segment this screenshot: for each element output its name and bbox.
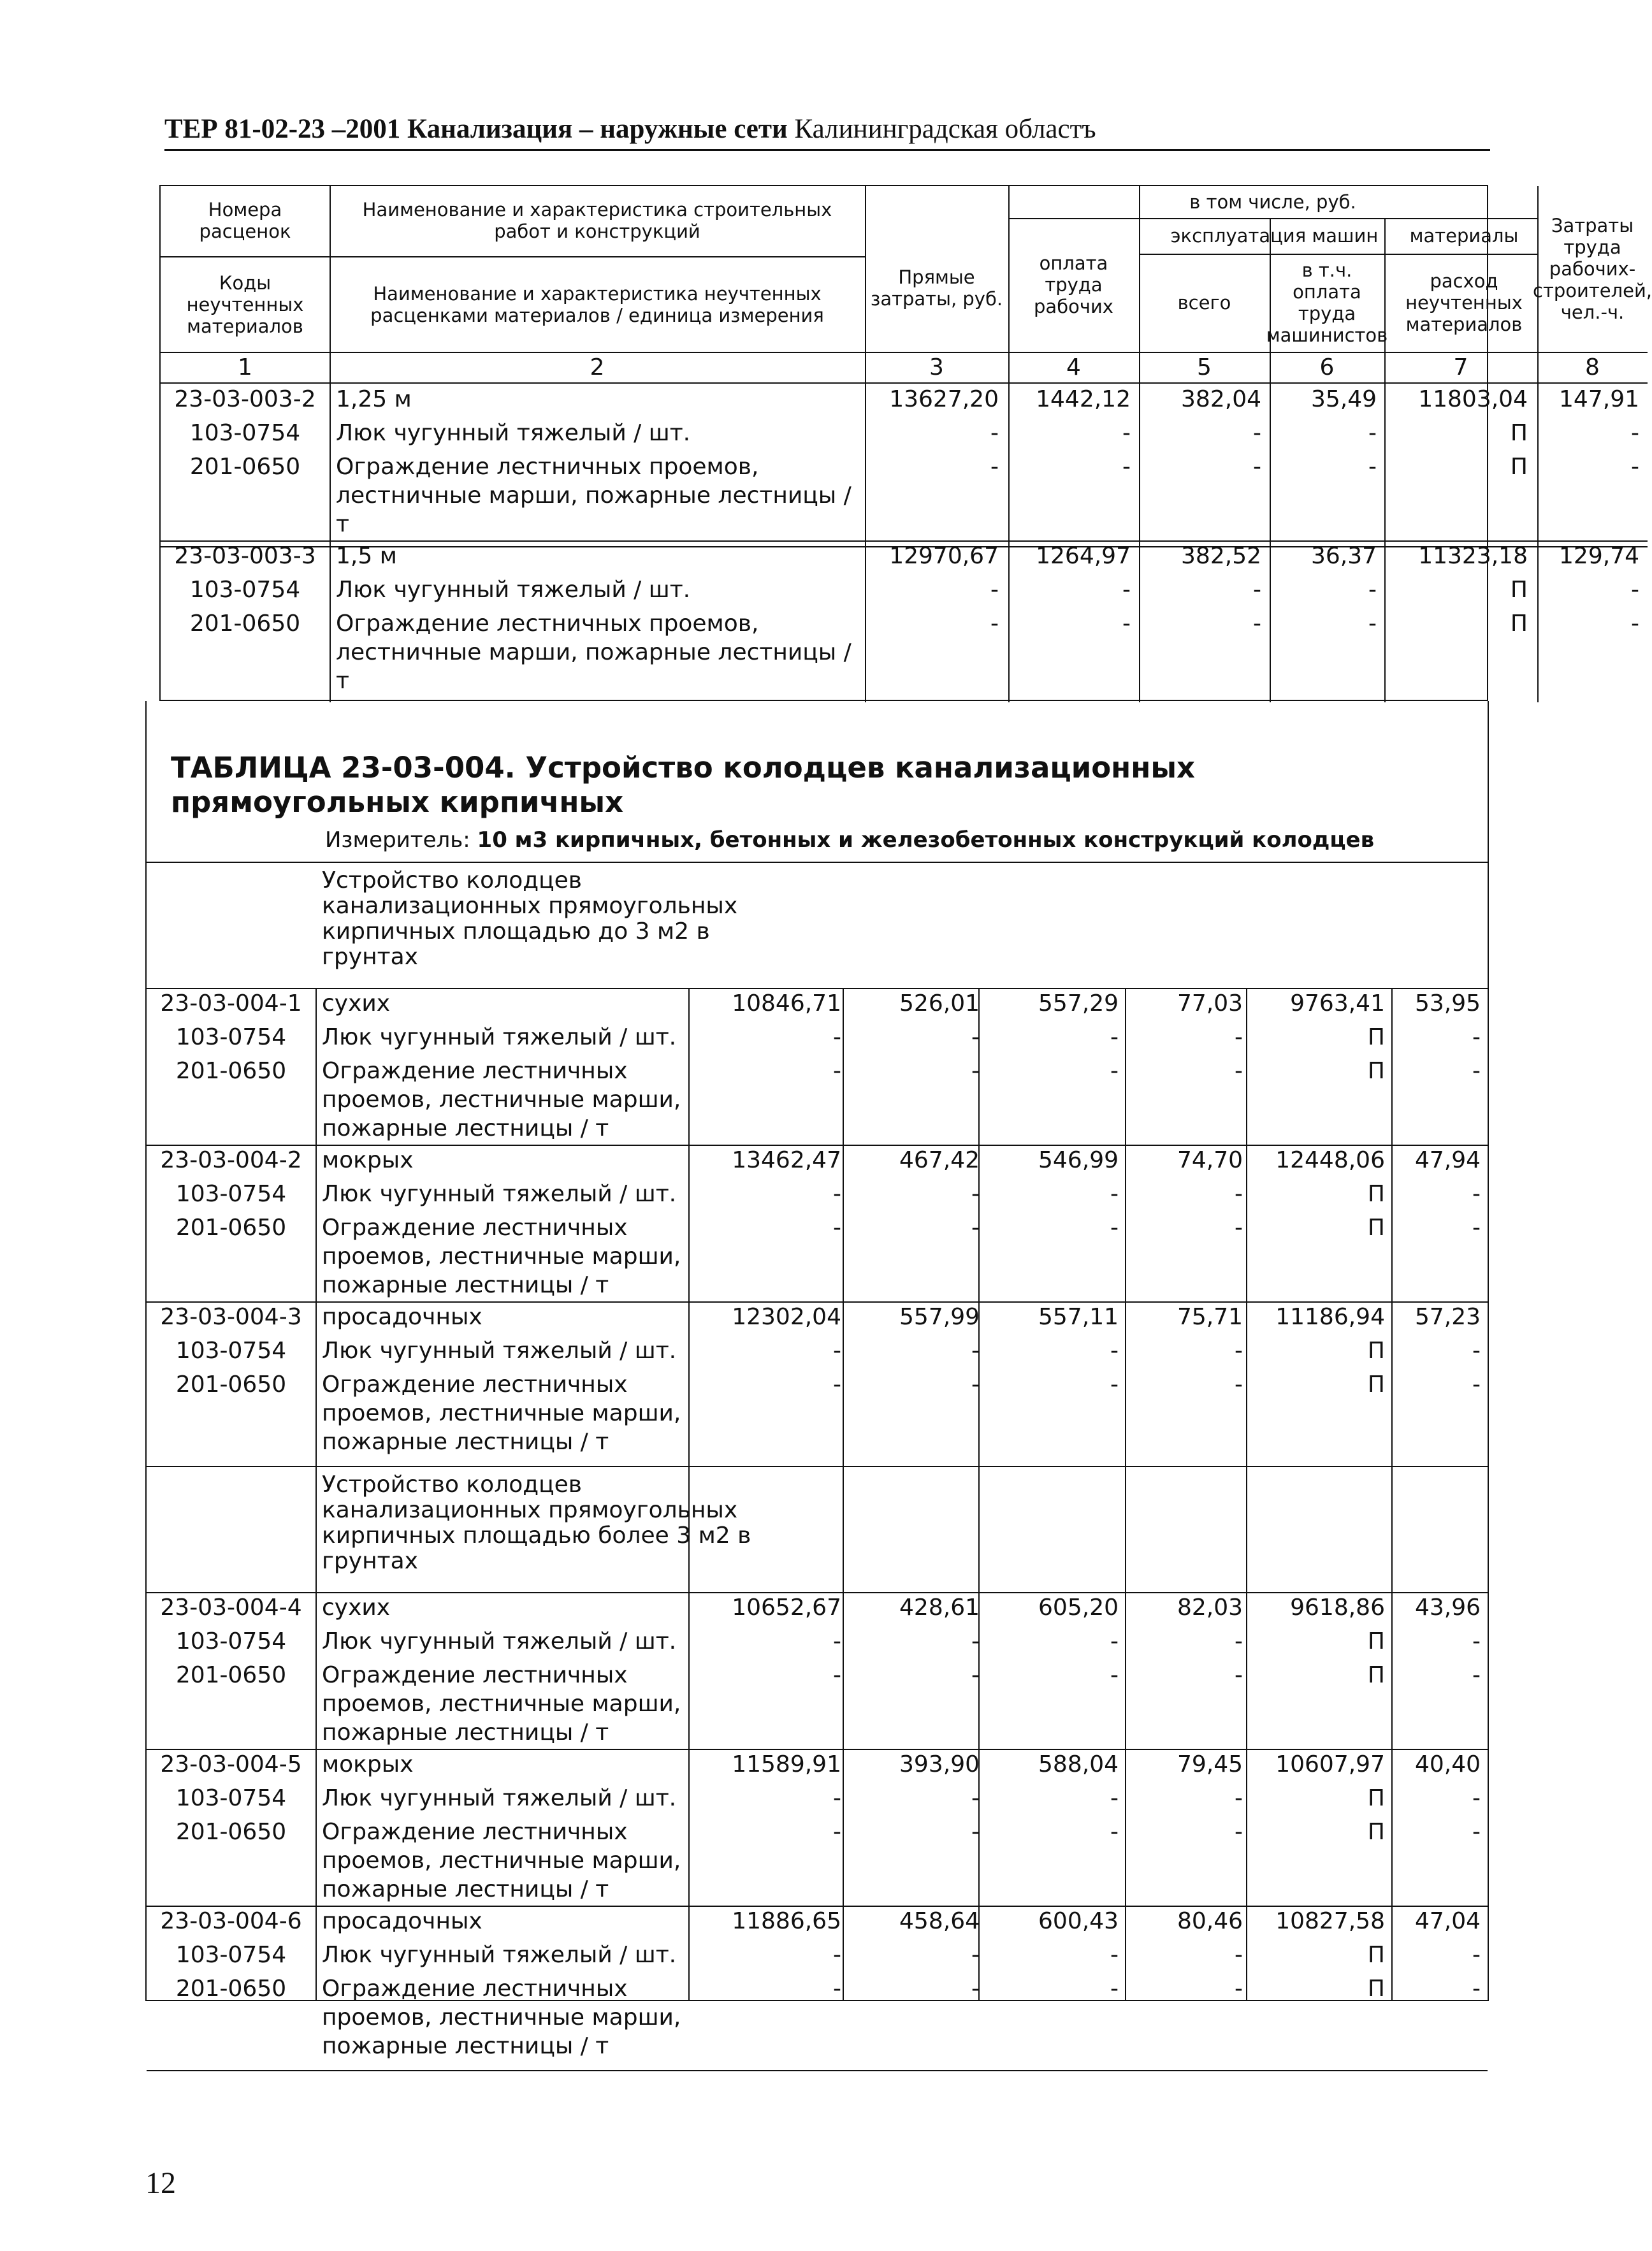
value-cell: 467,42 — [899, 1147, 980, 1173]
group-title: Устройство колодцев канализационных прямоугольных кирпичных площадью более 3 м2 в грунтах — [322, 1472, 751, 1574]
value-cell: - — [1110, 1215, 1119, 1241]
value-cell: 1442,12 — [1036, 386, 1131, 412]
value-cell: 605,20 — [1038, 1595, 1119, 1621]
rate-code: 103-0754 — [175, 1338, 287, 1364]
value-cell: 40,40 — [1414, 1751, 1481, 1777]
value-cell: - — [1110, 1662, 1119, 1688]
value-cell: - — [1253, 420, 1261, 446]
value-cell: П — [1367, 1819, 1385, 1845]
table-title: ТАБЛИЦА 23-03-004. Устройство колодцев канализационных прямоугольных кирпичных — [171, 751, 1196, 819]
header-region: Калининградская областъ — [787, 114, 1096, 144]
row-name: Ограждение лестничных проемов, лестничные марши, пожарные лестницы / т — [322, 1819, 681, 1902]
row-name: Люк чугунный тяжелый / шт. — [322, 1024, 677, 1050]
value-cell: - — [833, 1662, 841, 1688]
value-cell: - — [1472, 1662, 1481, 1688]
row-name: Ограждение лестничных проемов, лестничные марши, пожарные лестницы / т — [336, 454, 851, 537]
value-cell: - — [1253, 577, 1261, 603]
header-machines-total: всего — [1177, 292, 1231, 314]
rate-code: 23-03-004-4 — [160, 1595, 302, 1621]
value-cell: - — [833, 1058, 841, 1084]
value-cell: - — [833, 1819, 841, 1845]
value-cell: - — [971, 1372, 980, 1398]
measurer — [325, 827, 1374, 853]
value-cell: П — [1367, 1628, 1385, 1654]
group-end-rule — [147, 1466, 1488, 1467]
value-cell: 9763,41 — [1290, 990, 1385, 1017]
value-cell: - — [1235, 1338, 1243, 1364]
row-name: Люк чугунный тяжелый / шт. — [322, 1942, 677, 1968]
value-cell: 80,46 — [1177, 1908, 1243, 1934]
value-cell: - — [971, 1628, 980, 1654]
value-cell: 12302,04 — [732, 1304, 841, 1330]
row-name: Люк чугунный тяжелый / шт. — [336, 577, 691, 603]
rate-code: 201-0650 — [175, 1819, 287, 1845]
value-cell: 10652,67 — [732, 1595, 841, 1621]
value-cell: 13627,20 — [889, 386, 999, 412]
value-cell: - — [971, 1819, 980, 1845]
value-cell: 557,99 — [899, 1304, 980, 1330]
value-cell: - — [1472, 1372, 1481, 1398]
value-cell: - — [1110, 1785, 1119, 1811]
table-body — [147, 701, 1488, 2059]
value-cell: 11186,94 — [1275, 1304, 1385, 1330]
value-cell: П — [1367, 1976, 1385, 2002]
column-rule — [978, 989, 980, 2000]
rate-code: 201-0650 — [175, 1662, 287, 1688]
value-cell: - — [1235, 1785, 1243, 1811]
value-cell: 47,04 — [1414, 1908, 1481, 1934]
row-name: просадочных — [322, 1908, 482, 1934]
value-cell: - — [1368, 454, 1377, 480]
header-material-codes: Коды неучтенных материалов — [186, 272, 304, 337]
value-cell: - — [1110, 1819, 1119, 1845]
value-cell: 75,71 — [1177, 1304, 1243, 1330]
value-cell: - — [833, 1215, 841, 1241]
value-cell: П — [1367, 1372, 1385, 1398]
header-labor-hours: Затраты труда рабочих-строителей, чел.-ч. — [1533, 215, 1652, 323]
value-cell: - — [1253, 611, 1261, 637]
value-cell: П — [1510, 454, 1528, 480]
row-name: Ограждение лестничных проемов, лестничные марши, пожарные лестницы / т — [322, 1215, 681, 1298]
rate-code: 23-03-003-3 — [174, 543, 316, 569]
rate-code: 103-0754 — [175, 1785, 287, 1811]
value-cell: - — [1235, 1628, 1243, 1654]
row-name: Люк чугунный тяжелый / шт. — [322, 1338, 677, 1364]
value-cell: - — [1122, 611, 1131, 637]
row-name: Ограждение лестничных проемов, лестничные марши, пожарные лестницы / т — [336, 611, 851, 694]
row-name: 1,25 м — [336, 386, 412, 412]
value-cell: 47,94 — [1414, 1147, 1481, 1173]
value-cell: 74,70 — [1177, 1147, 1243, 1173]
value-cell: - — [1472, 1024, 1481, 1050]
value-cell: П — [1367, 1058, 1385, 1084]
column-number: 1 — [238, 354, 252, 380]
rate-code: 201-0650 — [175, 1372, 287, 1398]
value-cell: - — [1472, 1215, 1481, 1241]
value-cell: - — [971, 1785, 980, 1811]
column-number: 2 — [590, 354, 605, 380]
value-cell: 13462,47 — [732, 1147, 841, 1173]
rate-code: 23-03-004-2 — [160, 1147, 302, 1173]
value-cell: - — [971, 1976, 980, 2002]
column-rule — [1246, 989, 1247, 2000]
value-cell: - — [1253, 454, 1261, 480]
column-rule — [843, 989, 844, 2000]
column-header-table — [159, 185, 1652, 701]
value-cell: - — [1472, 1942, 1481, 1968]
rate-code: 23-03-004-6 — [160, 1908, 302, 1934]
value-cell: П — [1510, 577, 1528, 603]
value-cell: - — [833, 1024, 841, 1050]
value-cell: П — [1367, 1942, 1385, 1968]
rate-code: 103-0754 — [175, 1628, 287, 1654]
rate-code: 23-03-004-3 — [160, 1304, 302, 1330]
value-cell: 10827,58 — [1275, 1908, 1385, 1934]
value-cell: - — [833, 1942, 841, 1968]
value-cell: - — [833, 1976, 841, 2002]
value-cell: - — [990, 420, 999, 446]
rate-code: 201-0650 — [189, 454, 301, 480]
value-cell: 526,01 — [899, 990, 980, 1017]
value-cell: 458,64 — [899, 1908, 980, 1934]
header-rates-numbers: Номера расценок — [199, 199, 291, 242]
row-name: Ограждение лестничных проемов, лестничные марши, пожарные лестницы / т — [322, 1372, 681, 1455]
rate-code: 201-0650 — [175, 1976, 287, 2002]
value-cell: - — [1472, 1338, 1481, 1364]
value-cell: - — [1110, 1058, 1119, 1084]
document-header — [164, 113, 1490, 145]
measurer-rule — [147, 862, 1488, 863]
value-cell: - — [1235, 1058, 1243, 1084]
column-number: 8 — [1585, 354, 1600, 380]
column-number: 6 — [1319, 354, 1335, 380]
value-cell: - — [1235, 1662, 1243, 1688]
value-cell: 147,91 — [1559, 386, 1639, 412]
value-cell: П — [1367, 1662, 1385, 1688]
value-cell: 36,37 — [1310, 543, 1377, 569]
header-direct-costs: Прямые затраты, руб. — [870, 266, 1003, 310]
value-cell: - — [971, 1338, 980, 1364]
value-cell: 428,61 — [899, 1595, 980, 1621]
header-labor-pay: оплата труда рабочих — [1034, 252, 1113, 317]
value-cell: 546,99 — [1038, 1147, 1119, 1173]
column-number: 5 — [1197, 354, 1212, 380]
rate-code: 201-0650 — [189, 611, 301, 637]
value-cell: - — [971, 1215, 980, 1241]
rate-code: 103-0754 — [175, 1942, 287, 1968]
value-cell: 557,11 — [1038, 1304, 1119, 1330]
value-cell: 557,29 — [1038, 990, 1119, 1017]
header-unaccounted-materials: расход неучтенных материалов — [1405, 270, 1523, 335]
group-title: Устройство колодцев канализационных прямоугольных кирпичных площадью до 3 м2 в грунтах — [322, 867, 738, 970]
rate-code: 103-0754 — [175, 1024, 287, 1050]
value-cell: - — [1235, 1215, 1243, 1241]
value-cell: 382,04 — [1181, 386, 1261, 412]
value-cell: П — [1367, 1785, 1385, 1811]
measurer-value: 10 м3 кирпичных, бетонных и железобетонных конструкций колодцев — [477, 827, 1375, 853]
value-cell: - — [1122, 577, 1131, 603]
value-cell: - — [1631, 611, 1639, 637]
value-cell: - — [971, 1181, 980, 1207]
value-cell: - — [1472, 1785, 1481, 1811]
value-cell: 10846,71 — [732, 990, 841, 1017]
value-cell: 11886,65 — [732, 1908, 841, 1934]
value-cell: - — [1472, 1976, 1481, 2002]
value-cell: П — [1510, 611, 1528, 637]
header-machinists-pay: в т.ч. оплата труда машинистов — [1266, 259, 1388, 346]
value-cell: 35,49 — [1310, 386, 1377, 412]
value-cell: - — [990, 577, 999, 603]
value-cell: - — [1631, 420, 1639, 446]
row-name: Люк чугунный тяжелый / шт. — [322, 1785, 677, 1811]
header-machines: эксплуатация машин — [1170, 225, 1379, 247]
value-cell: П — [1367, 1215, 1385, 1241]
row-name: Люк чугунный тяжелый / шт. — [336, 420, 691, 446]
value-cell: - — [1235, 1819, 1243, 1845]
header-including: в том числе, руб. — [1189, 191, 1356, 213]
row-name: просадочных — [322, 1304, 482, 1330]
header-material-name: Наименование и характеристика неучтенных расценками материалов / единица измерения — [370, 283, 824, 326]
page-number: 12 — [145, 2166, 176, 2200]
row-name: Люк чугунный тяжелый / шт. — [322, 1628, 677, 1654]
value-cell: 588,04 — [1038, 1751, 1119, 1777]
value-cell: 11589,91 — [732, 1751, 841, 1777]
rate-code: 23-03-003-2 — [174, 386, 316, 412]
top-rows — [161, 186, 1652, 702]
value-cell: - — [1110, 1181, 1119, 1207]
column-rule — [1391, 989, 1393, 2000]
column-rule — [315, 989, 317, 2000]
row-name: мокрых — [322, 1751, 414, 1777]
column-rule — [1125, 989, 1126, 2000]
value-cell: 79,45 — [1177, 1751, 1243, 1777]
value-cell: - — [971, 1662, 980, 1688]
rate-code: 201-0650 — [175, 1215, 287, 1241]
rate-code: 201-0650 — [175, 1058, 287, 1084]
group-end-rule — [147, 2070, 1488, 2071]
value-cell: - — [1368, 420, 1377, 446]
value-cell: 43,96 — [1414, 1595, 1481, 1621]
value-cell: - — [1110, 1942, 1119, 1968]
value-cell: - — [833, 1785, 841, 1811]
value-cell: П — [1510, 420, 1528, 446]
header-rule — [164, 149, 1490, 151]
rate-code: 103-0754 — [189, 577, 301, 603]
row-name: сухих — [322, 990, 391, 1017]
row-name: Ограждение лестничных проемов, лестничные марши, пожарные лестницы / т — [322, 1058, 681, 1141]
value-cell: 53,95 — [1414, 990, 1481, 1017]
value-cell: 9618,86 — [1290, 1595, 1385, 1621]
value-cell: - — [1368, 577, 1377, 603]
value-cell: - — [1631, 454, 1639, 480]
value-cell: - — [1472, 1819, 1481, 1845]
value-cell: - — [1631, 577, 1639, 603]
value-cell: 10607,97 — [1275, 1751, 1385, 1777]
value-cell: - — [1110, 1976, 1119, 2002]
value-cell: - — [1472, 1058, 1481, 1084]
value-cell: - — [1472, 1181, 1481, 1207]
value-cell: 12448,06 — [1275, 1147, 1385, 1173]
row-name: сухих — [322, 1595, 391, 1621]
value-cell: - — [1122, 420, 1131, 446]
header-code: ТЕР 81-02-23 –2001 Канализация – наружные сети — [164, 114, 788, 144]
value-cell: 82,03 — [1177, 1595, 1243, 1621]
column-number: 4 — [1066, 354, 1081, 380]
value-cell: 382,52 — [1181, 543, 1261, 569]
value-cell: 11803,04 — [1418, 386, 1528, 412]
rate-code: 103-0754 — [175, 1181, 287, 1207]
table-23-03-004 — [145, 701, 1489, 2059]
value-cell: - — [1235, 1181, 1243, 1207]
row-name: Люк чугунный тяжелый / шт. — [322, 1181, 677, 1207]
value-cell: П — [1367, 1024, 1385, 1050]
value-cell: П — [1367, 1338, 1385, 1364]
value-cell: - — [990, 454, 999, 480]
rate-code: 23-03-004-1 — [160, 990, 302, 1017]
value-cell: 1264,97 — [1036, 543, 1131, 569]
row-name: 1,5 м — [336, 543, 397, 569]
value-cell: 129,74 — [1559, 543, 1639, 569]
value-cell: - — [1235, 1976, 1243, 2002]
row-name: мокрых — [322, 1147, 414, 1173]
value-cell: 600,43 — [1038, 1908, 1119, 1934]
row-name: Ограждение лестничных проемов, лестничные марши, пожарные лестницы / т — [322, 1662, 681, 1746]
value-cell: 393,90 — [899, 1751, 980, 1777]
measurer-label: Измеритель: — [325, 827, 470, 853]
value-cell: 12970,67 — [889, 543, 999, 569]
value-cell: - — [1235, 1372, 1243, 1398]
rate-code: 23-03-004-5 — [160, 1751, 302, 1777]
value-cell: П — [1367, 1181, 1385, 1207]
value-cell: - — [1235, 1024, 1243, 1050]
value-cell: - — [1110, 1024, 1119, 1050]
header-materials: материалы — [1409, 225, 1519, 247]
value-cell: - — [1122, 454, 1131, 480]
value-cell: - — [1110, 1372, 1119, 1398]
value-cell: - — [833, 1628, 841, 1654]
value-cell: - — [971, 1024, 980, 1050]
value-cell: 11323,18 — [1418, 543, 1528, 569]
row-name: Ограждение лестничных проемов, лестничные марши, пожарные лестницы / т — [322, 1976, 681, 2059]
header-work-name: Наименование и характеристика строительных работ и конструкций — [362, 199, 832, 242]
value-cell: - — [1368, 611, 1377, 637]
rate-code: 103-0754 — [189, 420, 301, 446]
value-cell: 77,03 — [1177, 990, 1243, 1017]
value-cell: - — [833, 1372, 841, 1398]
value-cell: - — [1472, 1628, 1481, 1654]
column-number: 3 — [929, 354, 944, 380]
value-cell: - — [971, 1942, 980, 1968]
value-cell: 57,23 — [1414, 1304, 1481, 1330]
column-number: 7 — [1453, 354, 1468, 380]
value-cell: - — [1110, 1628, 1119, 1654]
value-cell: - — [1235, 1942, 1243, 1968]
value-cell: - — [833, 1181, 841, 1207]
value-cell: - — [971, 1058, 980, 1084]
value-cell: - — [990, 611, 999, 637]
value-cell: - — [833, 1338, 841, 1364]
value-cell: - — [1110, 1338, 1119, 1364]
